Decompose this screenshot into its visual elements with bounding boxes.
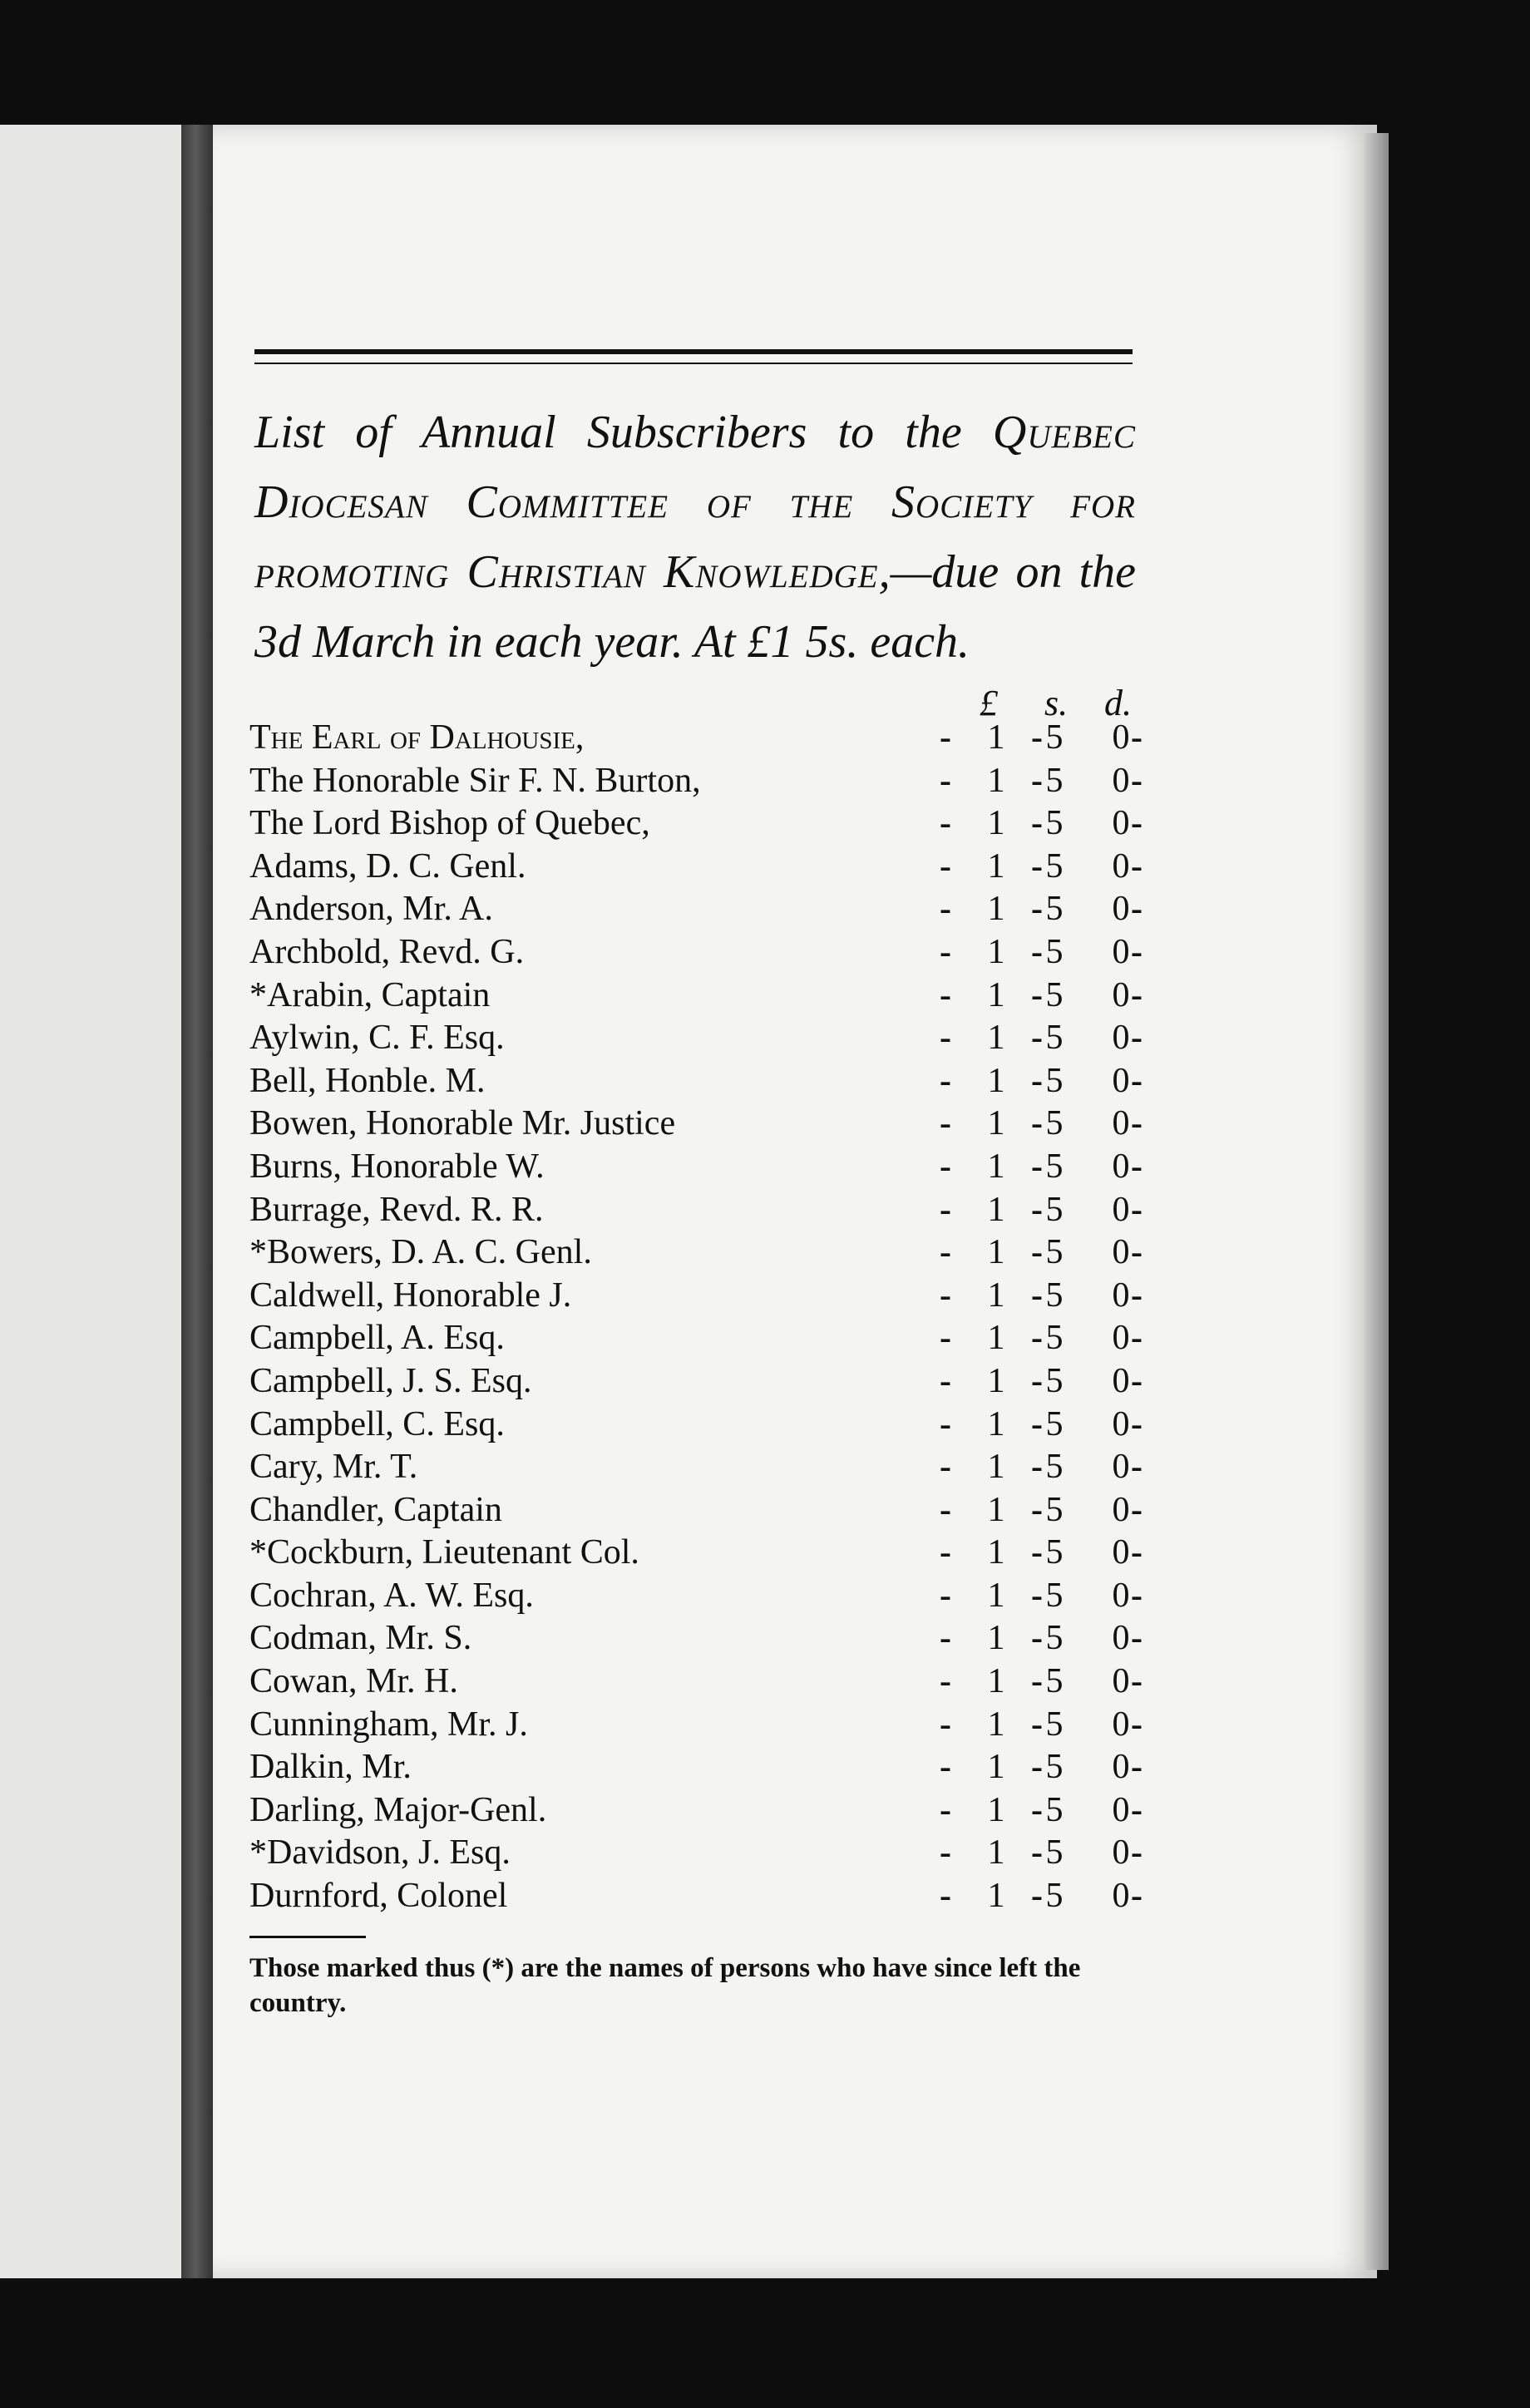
subscriber-row [249, 846, 1164, 889]
pence-value: 0 [1112, 1619, 1130, 1658]
subscriber-name: Cowan, Mr. H. [249, 1662, 458, 1701]
leader-dash: - [1131, 1104, 1143, 1143]
leader-dash: - [1131, 1877, 1143, 1916]
pence-value: 0 [1112, 718, 1130, 757]
leader-dash: - [1031, 1319, 1043, 1358]
pence-value: 0 [1112, 1019, 1130, 1058]
leader-dash: - [940, 804, 951, 843]
pence-value: 0 [1112, 1061, 1130, 1100]
shillings-value: 5 [1045, 1361, 1064, 1400]
subscriber-row [249, 1532, 1164, 1575]
leader-dash: - [1131, 761, 1143, 800]
subscriber-name: The Lord Bishop of Quebec, [249, 804, 650, 843]
pounds-value: 1 [987, 1404, 1005, 1443]
leader-dash: - [1131, 1662, 1143, 1701]
pounds-value: 1 [987, 1790, 1005, 1829]
footnote: Those marked thus (*) are the names of persons who have since left the country. [249, 1953, 1081, 2018]
pounds-value: 1 [987, 1662, 1005, 1701]
pence-value: 0 [1112, 1790, 1130, 1829]
pounds-value: 1 [987, 1533, 1005, 1572]
leader-dash: - [1031, 846, 1043, 886]
subscriber-name: Caldwell, Honorable J. [249, 1276, 572, 1315]
pence-value: 0 [1112, 761, 1130, 800]
pounds-value: 1 [987, 718, 1005, 757]
title-part-1: List of Annual Subscribers to the [254, 407, 993, 458]
top-rule [254, 349, 1133, 364]
pence-value: 0 [1112, 1576, 1130, 1615]
shillings-value: 5 [1045, 1533, 1064, 1572]
subscriber-name: Cary, Mr. T. [249, 1448, 418, 1487]
subscriber-name: Durnford, Colonel [249, 1877, 508, 1916]
leader-dash: - [1131, 846, 1143, 886]
subscriber-row [249, 1489, 1164, 1532]
pounds-value: 1 [987, 1233, 1005, 1272]
pence-value: 0 [1112, 1319, 1130, 1358]
shillings-value: 5 [1045, 804, 1064, 843]
leader-dash: - [1131, 1533, 1143, 1572]
pence-value: 0 [1112, 1490, 1130, 1529]
subscriber-name: *Arabin, Captain [249, 975, 491, 1014]
subscriber-name: Bowen, Honorable Mr. Justice [249, 1104, 676, 1143]
shillings-value: 5 [1045, 1790, 1064, 1829]
subscriber-row [249, 717, 1164, 760]
pounds-value: 1 [987, 1748, 1005, 1787]
subscriber-name: Cochran, A. W. Esq. [249, 1576, 534, 1615]
pence-value: 0 [1112, 1276, 1130, 1315]
shillings-value: 5 [1045, 1019, 1064, 1058]
leader-dash: - [1131, 1790, 1143, 1829]
shillings-value: 5 [1045, 1619, 1064, 1658]
leader-dash: - [1131, 1705, 1143, 1744]
subscriber-name: Bell, Honble. M. [249, 1061, 486, 1100]
shillings-value: 5 [1045, 1233, 1064, 1272]
subscriber-row [249, 1617, 1164, 1660]
leader-dash: - [940, 1490, 951, 1529]
leader-dash: - [1131, 1576, 1143, 1615]
pence-value: 0 [1112, 1833, 1130, 1873]
pounds-value: 1 [987, 1061, 1005, 1100]
page-edge [1364, 133, 1389, 2270]
leader-dash: - [940, 1147, 951, 1186]
shillings-value: 5 [1045, 1190, 1064, 1229]
pence-value: 0 [1112, 975, 1130, 1014]
leader-dash: - [1131, 1061, 1143, 1100]
subscriber-row [249, 1189, 1164, 1232]
leader-dash: - [1131, 890, 1143, 929]
subscriber-name: Aylwin, C. F. Esq. [249, 1019, 505, 1058]
pounds-value: 1 [987, 1576, 1005, 1615]
subscriber-row [249, 760, 1164, 803]
pence-value: 0 [1112, 1233, 1130, 1272]
title-committee-name: Quebec Diocesan Committee of the Society for promoting Christian Knowledge [254, 407, 1136, 598]
shillings-value: 5 [1045, 718, 1064, 757]
subscriber-row [249, 1832, 1164, 1875]
pounds-value: 1 [987, 1705, 1005, 1744]
subscriber-name: Adams, D. C. Genl. [249, 846, 526, 886]
leader-dash: - [1131, 1404, 1143, 1443]
leader-dash: - [1131, 1490, 1143, 1529]
leader-dash: - [1031, 1619, 1043, 1658]
pence-value: 0 [1112, 1404, 1130, 1443]
leader-dash: - [940, 1662, 951, 1701]
pounds-value: 1 [987, 1619, 1005, 1658]
pence-value: 0 [1112, 1533, 1130, 1572]
pounds-value: 1 [987, 890, 1005, 929]
pence-value: 0 [1112, 1748, 1130, 1787]
subscriber-name: *Bowers, D. A. C. Genl. [249, 1233, 592, 1272]
subscriber-name: Cunningham, Mr. J. [249, 1705, 528, 1744]
shillings-value: 5 [1045, 1448, 1064, 1487]
subscriber-name: The Honorable Sir F. N. Burton, [249, 761, 701, 800]
leader-dash: - [1031, 1361, 1043, 1400]
book-gutter [181, 125, 216, 2278]
shillings-value: 5 [1045, 1662, 1064, 1701]
pounds-value: 1 [987, 1833, 1005, 1873]
leader-dash: - [1031, 1104, 1043, 1143]
leader-dash: - [1031, 1448, 1043, 1487]
subscriber-name: Dalkin, Mr. [249, 1748, 412, 1787]
pounds-value: 1 [987, 1877, 1005, 1916]
leader-dash: - [1131, 1276, 1143, 1315]
leader-dash: - [1031, 975, 1043, 1014]
subscriber-row [249, 1360, 1164, 1404]
subscriber-row [249, 975, 1164, 1018]
subscriber-name: Chandler, Captain [249, 1490, 502, 1529]
leader-dash: - [940, 1576, 951, 1615]
pence-value: 0 [1112, 1662, 1130, 1701]
leader-dash: - [1131, 1319, 1143, 1358]
shillings-value: 5 [1045, 1576, 1064, 1615]
subscriber-row [249, 1017, 1164, 1060]
shillings-value: 5 [1045, 932, 1064, 971]
leader-dash: - [1031, 1276, 1043, 1315]
pounds-value: 1 [987, 1276, 1005, 1315]
leader-dash: - [940, 761, 951, 800]
subscriber-name: Burrage, Revd. R. R. [249, 1190, 544, 1229]
subscriber-row [249, 1660, 1164, 1704]
leader-dash: - [940, 1233, 951, 1272]
subscriber-row [249, 1446, 1164, 1489]
subscriber-name: Campbell, C. Esq. [249, 1404, 505, 1443]
leader-dash: - [940, 1404, 951, 1443]
leader-dash: - [1031, 1533, 1043, 1572]
pence-value: 0 [1112, 932, 1130, 971]
shillings-header: s. [1044, 683, 1069, 723]
leader-dash: - [940, 1319, 951, 1358]
subscriber-name: Codman, Mr. S. [249, 1619, 472, 1658]
pence-value: 0 [1112, 1147, 1130, 1186]
pence-value: 0 [1112, 890, 1130, 929]
leader-dash: - [940, 718, 951, 757]
shillings-value: 5 [1045, 1705, 1064, 1744]
leader-dash: - [940, 1061, 951, 1100]
pence-value: 0 [1112, 1104, 1130, 1143]
subscriber-name: The Earl of Dalhousie, [249, 718, 585, 757]
subscriber-row [249, 1575, 1164, 1618]
subscriber-name: *Cockburn, Lieutenant Col. [249, 1533, 639, 1572]
leader-dash: - [940, 1790, 951, 1829]
leader-dash: - [1031, 718, 1043, 757]
subscriber-name: Darling, Major-Genl. [249, 1790, 547, 1829]
pence-value: 0 [1112, 1705, 1130, 1744]
pence-value: 0 [1112, 1361, 1130, 1400]
subscriber-name: Campbell, A. Esq. [249, 1319, 505, 1358]
leader-dash: - [1031, 890, 1043, 929]
leader-dash: - [940, 890, 951, 929]
leader-dash: - [940, 1533, 951, 1572]
pounds-value: 1 [987, 1448, 1005, 1487]
shillings-value: 5 [1045, 1104, 1064, 1143]
title-part-3: ,—due on the 3d March in each year. At £1 5s. each. [254, 546, 1136, 668]
shillings-value: 5 [1045, 975, 1064, 1014]
leader-dash: - [940, 975, 951, 1014]
subscriber-row [249, 1317, 1164, 1360]
subscriber-row [249, 1103, 1164, 1146]
subscriber-name: Campbell, J. S. Esq. [249, 1361, 532, 1400]
pounds-value: 1 [987, 804, 1005, 843]
subscriber-row [249, 1704, 1164, 1747]
pounds-value: 1 [987, 975, 1005, 1014]
leader-dash: - [1031, 932, 1043, 971]
leader-dash: - [1031, 1233, 1043, 1272]
leader-dash: - [1031, 1061, 1043, 1100]
subscriber-name: *Davidson, J. Esq. [249, 1833, 511, 1873]
pounds-value: 1 [987, 761, 1005, 800]
leader-dash: - [940, 1190, 951, 1229]
leader-dash: - [1031, 1705, 1043, 1744]
leader-dash: - [1131, 1019, 1143, 1058]
leader-dash: - [940, 1877, 951, 1916]
leader-dash: - [940, 932, 951, 971]
shillings-value: 5 [1045, 1748, 1064, 1787]
subscriber-list [249, 717, 1164, 1918]
pounds-value: 1 [987, 1019, 1005, 1058]
leader-dash: - [940, 1276, 951, 1315]
leader-dash: - [940, 1705, 951, 1744]
pence-value: 0 [1112, 1448, 1130, 1487]
leader-dash: - [940, 1104, 951, 1143]
subscriber-row [249, 1746, 1164, 1789]
pence-value: 0 [1112, 846, 1130, 886]
leader-dash: - [1031, 1877, 1043, 1916]
leader-dash: - [940, 1361, 951, 1400]
leader-dash: - [1031, 761, 1043, 800]
leader-dash: - [1131, 718, 1143, 757]
shillings-value: 5 [1045, 1404, 1064, 1443]
pounds-value: 1 [987, 1190, 1005, 1229]
leader-dash: - [1031, 1833, 1043, 1873]
shillings-value: 5 [1045, 1490, 1064, 1529]
pence-value: 0 [1112, 804, 1130, 843]
subscriber-name: Burns, Honorable W. [249, 1147, 545, 1186]
pence-value: 0 [1112, 1877, 1130, 1916]
shillings-value: 5 [1045, 1833, 1064, 1873]
leader-dash: - [940, 1019, 951, 1058]
subscriber-row [249, 1404, 1164, 1447]
pounds-header: £ [980, 683, 998, 723]
pounds-value: 1 [987, 1319, 1005, 1358]
leader-dash: - [940, 1619, 951, 1658]
leader-dash: - [940, 1833, 951, 1873]
subscriber-name: Archbold, Revd. G. [249, 932, 525, 971]
subscriber-row [249, 1231, 1164, 1275]
shillings-value: 5 [1045, 890, 1064, 929]
subscriber-row [249, 1789, 1164, 1833]
pounds-value: 1 [987, 846, 1005, 886]
leader-dash: - [1131, 1233, 1143, 1272]
shillings-value: 5 [1045, 1276, 1064, 1315]
leader-dash: - [1031, 1576, 1043, 1615]
shillings-value: 5 [1045, 846, 1064, 886]
subscriber-row [249, 802, 1164, 846]
subscriber-row [249, 1275, 1164, 1318]
shillings-value: 5 [1045, 761, 1064, 800]
pounds-value: 1 [987, 1361, 1005, 1400]
leader-dash: - [1031, 1147, 1043, 1186]
subscriber-row [249, 1060, 1164, 1103]
pence-value: 0 [1112, 1190, 1130, 1229]
leader-dash: - [940, 846, 951, 886]
leader-dash: - [1131, 1361, 1143, 1400]
leader-dash: - [1131, 1748, 1143, 1787]
pounds-value: 1 [987, 932, 1005, 971]
leader-dash: - [1131, 975, 1143, 1014]
leader-dash: - [1131, 1833, 1143, 1873]
leader-dash: - [940, 1748, 951, 1787]
subscriber-row [249, 1875, 1164, 1918]
leader-dash: - [1031, 1662, 1043, 1701]
leader-dash: - [1131, 1448, 1143, 1487]
leader-dash: - [1031, 1748, 1043, 1787]
pounds-value: 1 [987, 1490, 1005, 1529]
left-page [0, 125, 183, 2278]
leader-dash: - [1031, 1790, 1043, 1829]
pounds-value: 1 [987, 1147, 1005, 1186]
pence-header: d. [1104, 683, 1132, 723]
leader-dash: - [940, 1448, 951, 1487]
leader-dash: - [1031, 804, 1043, 843]
leader-dash: - [1131, 804, 1143, 843]
subscriber-row [249, 931, 1164, 975]
leader-dash: - [1031, 1490, 1043, 1529]
shillings-value: 5 [1045, 1061, 1064, 1100]
shillings-value: 5 [1045, 1319, 1064, 1358]
shillings-value: 5 [1045, 1877, 1064, 1916]
leader-dash: - [1131, 1619, 1143, 1658]
leader-dash: - [1131, 1190, 1143, 1229]
shillings-value: 5 [1045, 1147, 1064, 1186]
list-title [254, 397, 1136, 677]
leader-dash: - [1131, 932, 1143, 971]
footnote-rule [249, 1936, 366, 1938]
subscriber-row [249, 888, 1164, 931]
pounds-value: 1 [987, 1104, 1005, 1143]
subscriber-row [249, 1146, 1164, 1189]
leader-dash: - [1031, 1404, 1043, 1443]
leader-dash: - [1131, 1147, 1143, 1186]
leader-dash: - [1031, 1190, 1043, 1229]
leader-dash: - [1031, 1019, 1043, 1058]
subscriber-name: Anderson, Mr. A. [249, 890, 493, 929]
